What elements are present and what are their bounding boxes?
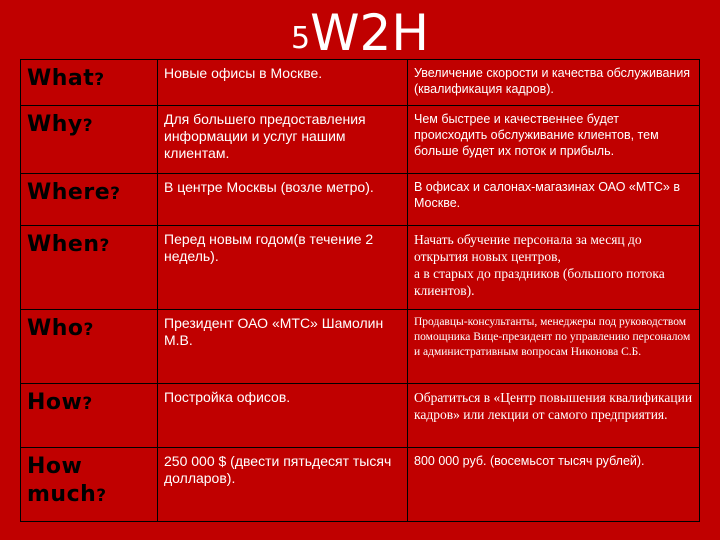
5w2h-table [20,59,700,522]
question-cell: Why? [21,106,158,174]
question-cell: How much? [21,448,158,522]
table-row [21,174,700,226]
question-cell: What? [21,60,158,106]
detail-cell: Начать обучение персонала за месяц до открытия новых центров, а в старых до праздников (большого потока клиентов). [408,226,700,310]
title-text: W2H [310,4,429,62]
detail-cell: В офисах и салонах-магазинах ОАО «МТС» в Москве. [408,174,700,226]
question-cell: Where? [21,174,158,226]
table-row [21,106,700,174]
detail-cell: Увеличение скорости и качества обслуживания (квалификация кадров). [408,60,700,106]
table-row [21,60,700,106]
answer-cell: Новые офисы в Москве. [158,60,408,106]
detail-cell: Обратиться в «Центр повышения квалификации кадров» или лекции от самого предприятия. [408,384,700,448]
table-row [21,226,700,310]
answer-cell: Постройка офисов. [158,384,408,448]
answer-cell: Президент ОАО «МТС» Шамолин М.В. [158,310,408,384]
table-row [21,310,700,384]
detail-cell: Чем быстрее и качественнее будет происходить обслуживание клиентов, тем больше будет их поток и прибыль. [408,106,700,174]
answer-cell: 250 000 $ (двести пятьдесят тысяч долларов). [158,448,408,522]
question-cell: Who? [21,310,158,384]
detail-cell: 800 000 руб. (восемьсот тысяч рублей). [408,448,700,522]
question-cell: When? [21,226,158,310]
answer-cell: Для большего предоставления информации и услуг нашим клиентам. [158,106,408,174]
table-row [21,384,700,448]
answer-cell: В центре Москвы (возле метро). [158,174,408,226]
question-cell: How? [21,384,158,448]
detail-cell: Продавцы-консультанты, менеджеры под руководством помощника Вице-президент по управлению персоналом и административным вопросам Никонова С.Б. [408,310,700,384]
title-number: 5 [291,21,311,56]
table-row [21,448,700,522]
answer-cell: Перед новым годом(в течение 2 недель). [158,226,408,310]
